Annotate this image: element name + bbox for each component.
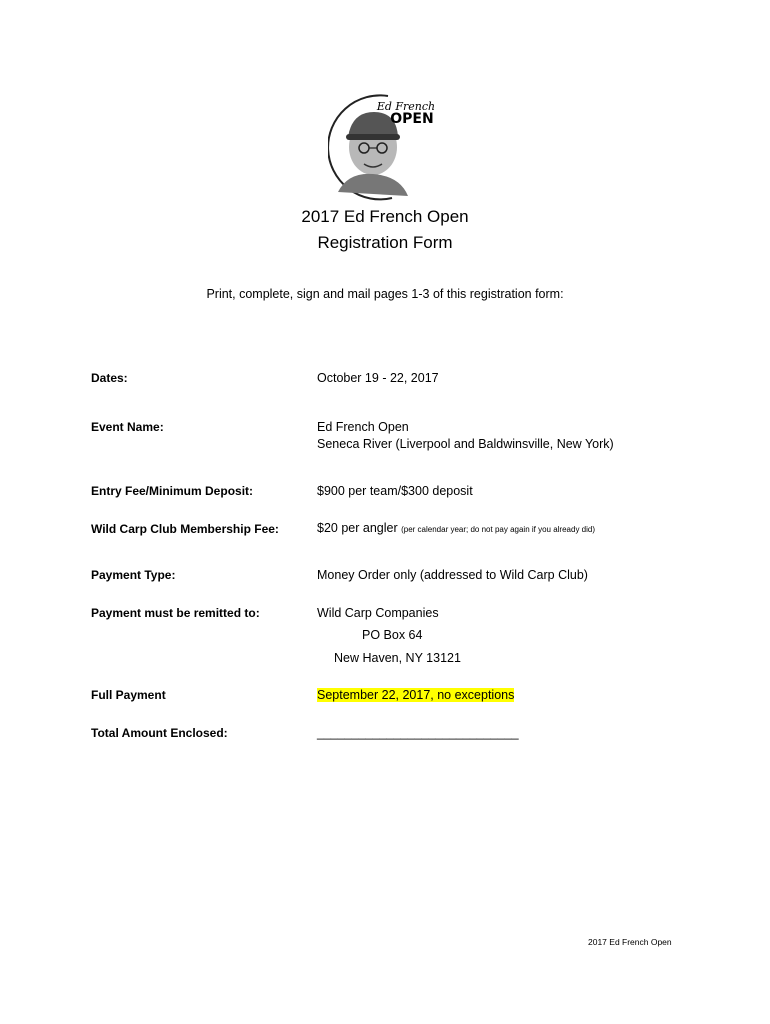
total-amount-blank: _____________________________ (317, 726, 519, 740)
membership-fee-line (317, 521, 595, 535)
payment-type-label: Payment Type: (91, 568, 176, 582)
full-payment-label: Full Payment (91, 688, 166, 702)
membership-fee-note: (per calendar year; do not pay again if you already did) (401, 525, 596, 534)
event-name-value: Ed French Open (317, 420, 409, 434)
membership-fee-value: $20 per angler (317, 521, 398, 535)
remit-label: Payment must be remitted to: (91, 606, 260, 620)
full-payment-deadline: September 22, 2017, no exceptions (317, 688, 515, 702)
membership-fee-label: Wild Carp Club Membership Fee: (91, 522, 279, 536)
event-name-label: Event Name: (91, 420, 164, 434)
instructions-text: Print, complete, sign and mail pages 1-3 of this registration form: (206, 287, 564, 301)
remit-city: New Haven, NY 13121 (334, 651, 461, 665)
dates-value: October 19 - 22, 2017 (317, 371, 439, 385)
form-subtitle: Registration Form (317, 233, 453, 252)
page-footer: 2017 Ed French Open (588, 937, 672, 947)
form-title: 2017 Ed French Open (301, 207, 469, 226)
remit-company: Wild Carp Companies (317, 606, 439, 620)
entry-fee-label: Entry Fee/Minimum Deposit: (91, 484, 254, 498)
logo-script-text: Ed French (376, 100, 436, 113)
payment-type-value: Money Order only (addressed to Wild Carp Club) (317, 568, 588, 582)
event-location-value: Seneca River (Liverpool and Baldwinsville, New York) (317, 437, 614, 451)
total-amount-label: Total Amount Enclosed: (91, 726, 228, 740)
event-logo (328, 92, 448, 202)
dates-label: Dates: (91, 371, 128, 385)
entry-fee-value: $900 per team/$300 deposit (317, 484, 473, 498)
full-payment-value (317, 688, 514, 702)
remit-po-box: PO Box 64 (362, 628, 423, 642)
logo-open-text: OPEN (390, 111, 434, 127)
